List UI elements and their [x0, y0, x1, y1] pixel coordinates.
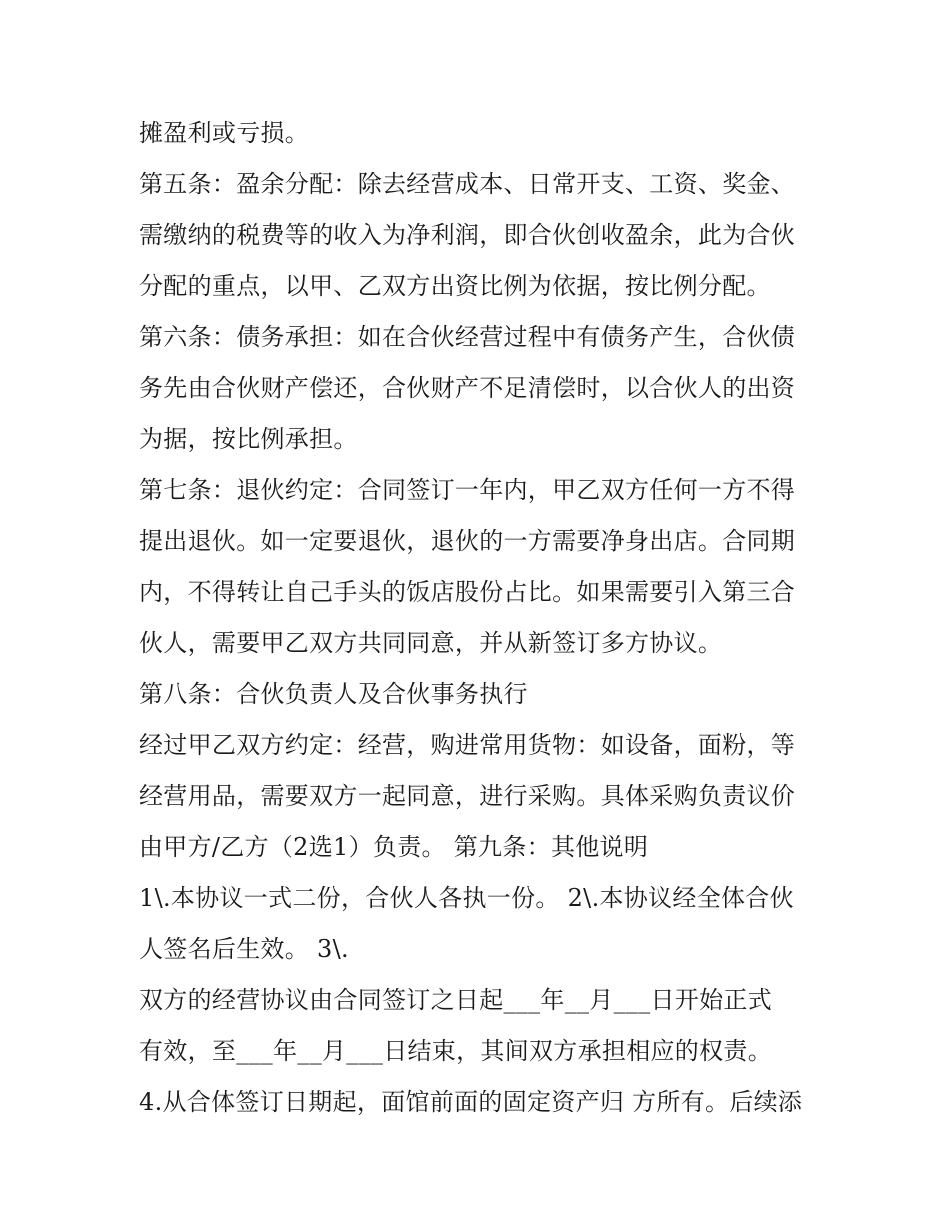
text-line: 伙人，需要甲乙双方共同同意，并从新签订多方协议。: [139, 629, 723, 657]
text-line: 内，不得转让自己手头的饭店股份占比。如果需要引入第三合: [139, 578, 796, 606]
text-line: 为据，按比例承担。: [139, 425, 358, 453]
text-line: 第七条：退伙约定：合同签订一年内，甲乙双方任何一方不得: [139, 476, 796, 504]
text-line: 提出退伙。如一定要退伙，退伙的一方需要净身出店。合同期: [139, 527, 796, 555]
text-line: 经营用品，需要双方一起同意，进行采购。具体采购负责议价: [139, 782, 796, 810]
text-line: 第六条：债务承担：如在合伙经营过程中有债务产生，合伙债: [139, 323, 796, 351]
text-line: 人签名后生效。 3\.: [139, 935, 349, 963]
contract-body-text: [139, 108, 819, 1128]
text-line: 经过甲乙双方约定：经营，购进常用货物：如设备，面粉，等: [139, 731, 796, 759]
text-line: 双方的经营协议由合同签订之日起___年__月___日开始正式: [139, 986, 772, 1014]
text-line: 由甲方/乙方（2选1）负责。 第九条：其他说明: [139, 833, 649, 861]
text-line: 第五条：盈余分配：除去经营成本、日常开支、工资、奖金、: [139, 170, 796, 198]
text-line: 4.从合体签订日期起，面馆前面的固定资产归 方所有。后续添: [139, 1088, 803, 1116]
text-line: 有效，至___年__月___日结束，其间双方承担相应的权责。: [139, 1037, 772, 1065]
text-line: 分配的重点，以甲、乙双方出资比例为依据，按比例分配。: [139, 272, 771, 300]
text-line: 务先由合伙财产偿还，合伙财产不足清偿时，以合伙人的出资: [139, 374, 796, 402]
text-line: 需缴纳的税费等的收入为净利润，即合伙创收盈余，此为合伙: [139, 221, 796, 249]
text-line: 1\.本协议一式二份，合伙人各执一份。 2\.本协议经全体合伙: [139, 884, 794, 912]
text-line: 摊盈利或亏损。: [139, 119, 310, 147]
text-line: 第八条：合伙负责人及合伙事务执行: [139, 680, 528, 708]
